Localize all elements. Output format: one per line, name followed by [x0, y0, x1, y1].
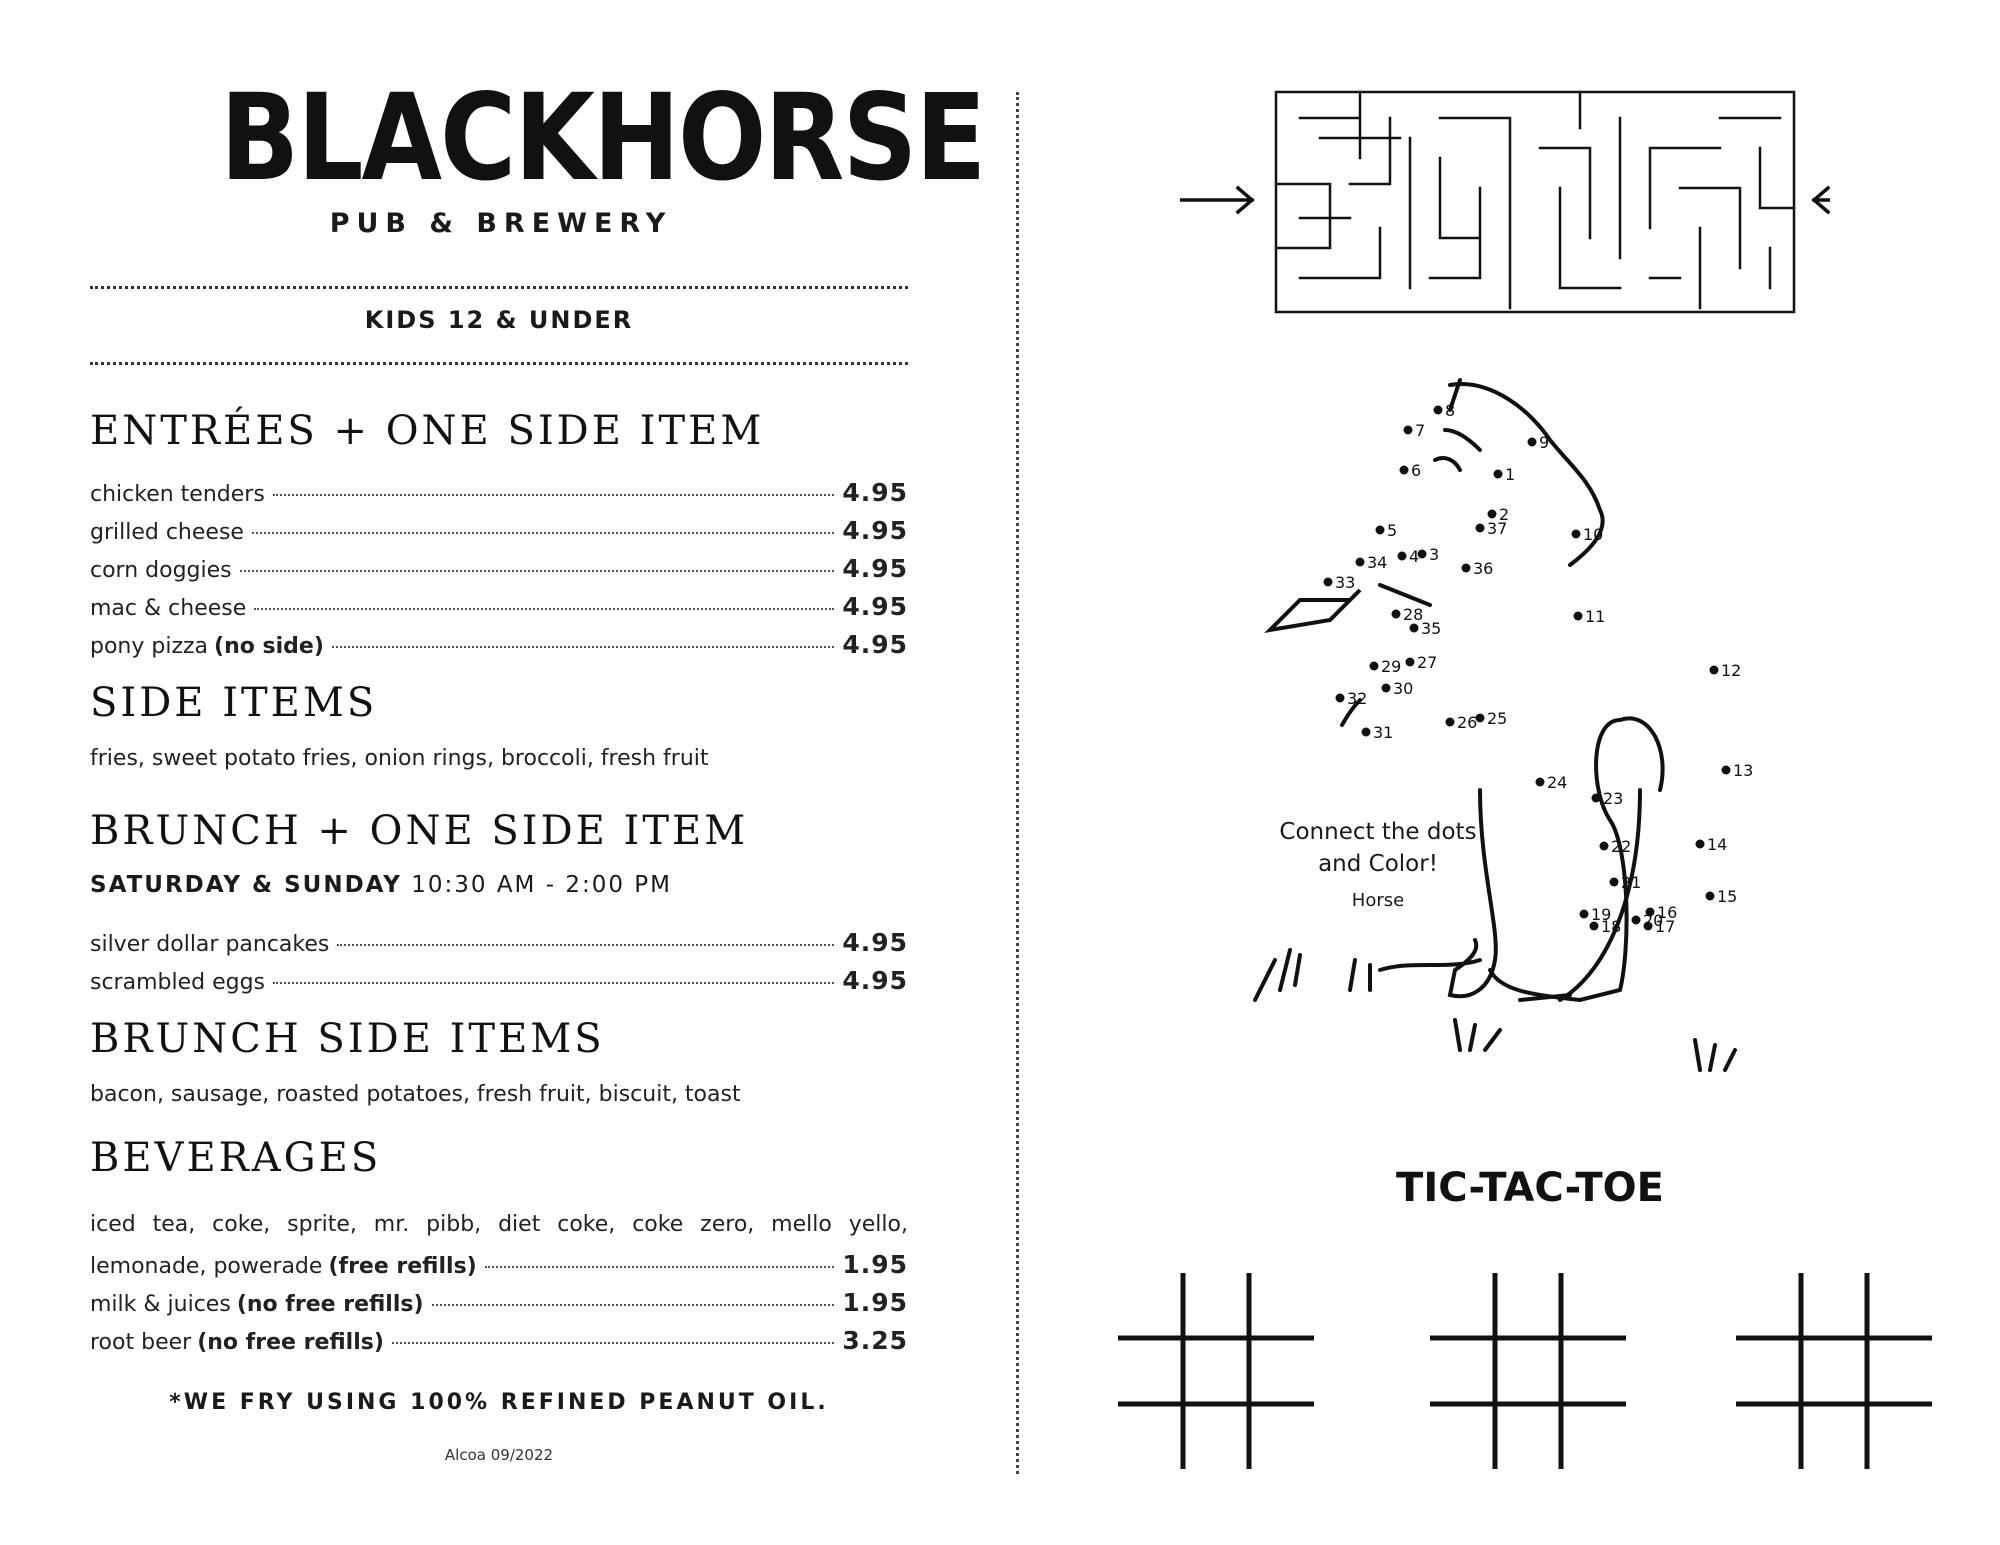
dot-point[interactable] [1632, 916, 1641, 925]
section-title-entrees: ENTRÉES + ONE SIDE ITEM [90, 408, 765, 454]
dot-point[interactable] [1580, 910, 1589, 919]
sides-list: fries, sweet potato fries, onion rings, broccoli, fresh fruit [90, 746, 709, 771]
brunch-days: SATURDAY & SUNDAY [90, 872, 402, 898]
tictactoe-board-1[interactable] [1118, 1273, 1314, 1469]
menu-item [90, 630, 908, 659]
dot-number: 7 [1415, 421, 1426, 440]
menu-item [90, 1288, 908, 1317]
section-title-beverages: BEVERAGES [90, 1135, 382, 1181]
location-date: Alcoa 09/2022 [444, 1446, 554, 1464]
dot-point[interactable] [1610, 878, 1619, 887]
dot-point[interactable] [1404, 426, 1413, 435]
menu-item [90, 1250, 908, 1279]
dot-number: 34 [1367, 553, 1388, 572]
dot-number: 8 [1445, 401, 1456, 420]
dot-point[interactable] [1494, 470, 1503, 479]
dot-number: 30 [1393, 679, 1414, 698]
menu-item-price: 1.95 [842, 1288, 908, 1317]
dot-point[interactable] [1324, 578, 1333, 587]
dot-point[interactable] [1356, 558, 1365, 567]
dot-point[interactable] [1398, 552, 1407, 561]
divider-dotted [90, 286, 908, 289]
menu-item-name: mac & cheese [90, 596, 247, 621]
dot-number: 5 [1387, 521, 1398, 540]
menu-item [90, 966, 908, 995]
page-divider [1016, 92, 1019, 1474]
beverages-intro: iced tea, coke, sprite, mr. pibb, diet coke, coke zero, mello yello, [90, 1212, 908, 1237]
menu-item-name: root beer [90, 1330, 192, 1355]
dot-number: 28 [1403, 605, 1424, 624]
dot-point[interactable] [1592, 794, 1601, 803]
dot-point[interactable] [1410, 624, 1419, 633]
dot-number: 18 [1601, 917, 1622, 936]
kids-label: KIDS 12 & UNDER [364, 306, 634, 334]
section-title-sides: SIDE ITEMS [90, 680, 378, 726]
dot-number: 1 [1505, 465, 1516, 484]
menu-item [90, 1326, 908, 1355]
dot-point[interactable] [1572, 530, 1581, 539]
connect-the-dots-horse[interactable] [1230, 370, 1910, 1090]
menu-item-price: 3.25 [842, 1326, 908, 1355]
dot-leader [332, 646, 834, 648]
dot-number: 9 [1539, 433, 1550, 452]
dot-number: 3 [1429, 545, 1440, 564]
dot-point[interactable] [1382, 684, 1391, 693]
dot-leader [273, 982, 834, 984]
dot-point[interactable] [1446, 718, 1455, 727]
menu-item [90, 516, 908, 545]
dot-number: 11 [1585, 607, 1606, 626]
menu-item [90, 928, 908, 957]
menu-item-price: 4.95 [842, 478, 908, 507]
dot-number: 27 [1417, 653, 1438, 672]
menu-item-price: 1.95 [842, 1250, 908, 1279]
dot-number: 26 [1457, 713, 1478, 732]
dot-number: 21 [1621, 873, 1642, 892]
connect-dots-prompt [1258, 816, 1498, 880]
tictactoe-board-3[interactable] [1736, 1273, 1932, 1469]
section-title-brunch-sides: BRUNCH SIDE ITEMS [90, 1016, 605, 1062]
dot-number: 23 [1603, 789, 1624, 808]
dot-point[interactable] [1392, 610, 1401, 619]
menu-item-note: (no free refills) [197, 1330, 384, 1355]
menu-item [90, 554, 908, 583]
brunch-hours [90, 872, 672, 898]
dot-point[interactable] [1488, 510, 1497, 519]
dot-number: 25 [1487, 709, 1508, 728]
dot-number: 22 [1611, 837, 1632, 856]
dot-leader [392, 1342, 834, 1344]
dot-point[interactable] [1600, 842, 1609, 851]
dot-point[interactable] [1400, 466, 1409, 475]
dot-number: 37 [1487, 519, 1508, 538]
dot-number: 17 [1655, 917, 1676, 936]
dot-point[interactable] [1696, 840, 1705, 849]
menu-item-name: chicken tenders [90, 482, 265, 507]
menu-item-price: 4.95 [842, 554, 908, 583]
dot-number: 16 [1657, 903, 1678, 922]
connect-dots-line1: Connect the dots [1279, 819, 1477, 845]
divider-dotted [90, 362, 908, 365]
dot-number: 35 [1421, 619, 1442, 638]
menu-item-price: 4.95 [842, 630, 908, 659]
dot-point[interactable] [1376, 526, 1385, 535]
menu-item-price: 4.95 [842, 592, 908, 621]
dot-leader [337, 944, 834, 946]
menu-item-name: lemonade, powerade [90, 1254, 323, 1279]
dot-point[interactable] [1434, 406, 1443, 415]
menu-item-name: milk & juices [90, 1292, 231, 1317]
dot-point[interactable] [1476, 524, 1485, 533]
dot-point[interactable] [1462, 564, 1471, 573]
dot-point[interactable] [1706, 892, 1715, 901]
menu-item-price: 4.95 [842, 966, 908, 995]
menu-item-price: 4.95 [842, 516, 908, 545]
dot-leader [254, 608, 834, 610]
dot-number: 10 [1583, 525, 1604, 544]
dot-number: 19 [1591, 905, 1612, 924]
tictactoe-title: TIC-TAC-TOE [1396, 1165, 1664, 1211]
dot-leader [240, 570, 835, 572]
menu-item-name: corn doggies [90, 558, 232, 583]
dot-number: 20 [1643, 911, 1664, 930]
dot-leader [273, 494, 835, 496]
dot-number: 13 [1733, 761, 1754, 780]
menu-item-name: scrambled eggs [90, 970, 266, 995]
footnote: *WE FRY USING 100% REFINED PEANUT OIL. [169, 1390, 829, 1415]
menu-item [90, 478, 908, 507]
dot-point[interactable] [1574, 612, 1583, 621]
dot-leader [432, 1304, 835, 1306]
dot-number: 4 [1409, 547, 1420, 566]
menu-item-name: grilled cheese [90, 520, 244, 545]
dot-point[interactable] [1536, 778, 1545, 787]
dot-number: 12 [1721, 661, 1742, 680]
dot-point[interactable] [1710, 666, 1719, 675]
tictactoe-board-2[interactable] [1430, 1273, 1626, 1469]
dot-number: 32 [1347, 689, 1368, 708]
dot-number: 33 [1335, 573, 1356, 592]
dot-point[interactable] [1336, 694, 1345, 703]
dot-number: 24 [1547, 773, 1568, 792]
connect-dots-line2: and Color! [1318, 851, 1438, 877]
dot-point[interactable] [1370, 662, 1379, 671]
dot-number: 15 [1717, 887, 1738, 906]
menu-item [90, 592, 908, 621]
brunch-time: 10:30 AM - 2:00 PM [411, 872, 673, 898]
connect-dots-subject: Horse [1351, 890, 1405, 911]
dot-number: 31 [1373, 723, 1394, 742]
menu-item-price: 4.95 [842, 928, 908, 957]
maze-puzzle[interactable] [1180, 88, 1830, 328]
dot-number: 29 [1381, 657, 1402, 676]
menu-item-name: silver dollar pancakes [90, 932, 330, 957]
dot-number: 14 [1707, 835, 1728, 854]
section-title-brunch: BRUNCH + ONE SIDE ITEM [90, 808, 749, 854]
dot-number: 2 [1499, 505, 1510, 524]
menu-item-note: (free refills) [328, 1254, 477, 1279]
dot-leader [485, 1266, 835, 1268]
dot-leader [252, 532, 834, 534]
dot-point[interactable] [1362, 728, 1371, 737]
brand-logo: BLACKHORSE [220, 67, 985, 208]
brand-tagline: PUB & BREWERY [329, 208, 673, 239]
dot-point[interactable] [1528, 438, 1537, 447]
dot-number: 36 [1473, 559, 1494, 578]
menu-item-name: pony pizza [90, 634, 209, 659]
dot-point[interactable] [1406, 658, 1415, 667]
brunch-sides-list: bacon, sausage, roasted potatoes, fresh fruit, biscuit, toast [90, 1082, 741, 1107]
dot-number: 6 [1411, 461, 1422, 480]
menu-item-note: (no side) [214, 634, 324, 659]
menu-item-note: (no free refills) [236, 1292, 424, 1317]
dot-point[interactable] [1722, 766, 1731, 775]
